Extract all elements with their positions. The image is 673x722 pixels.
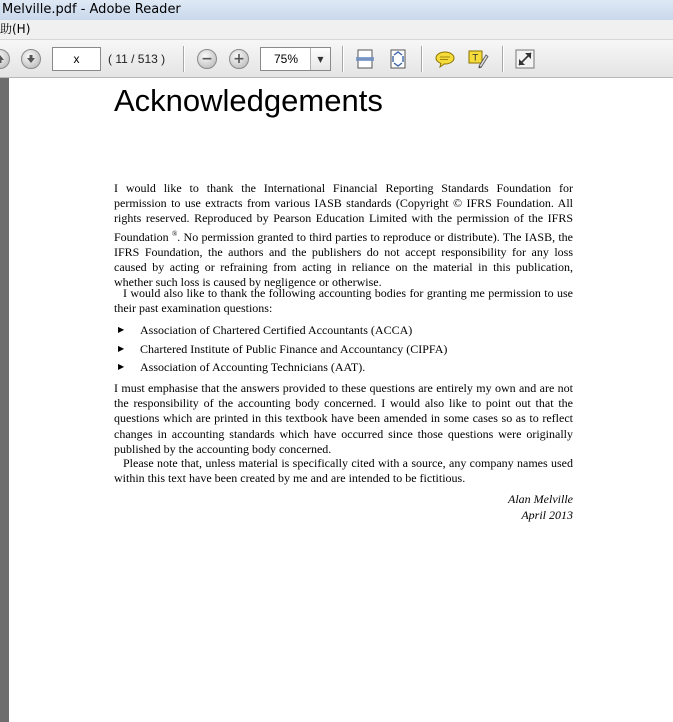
svg-text:T: T <box>472 53 478 64</box>
zoom-select[interactable] <box>260 47 331 71</box>
accounting-bodies-list <box>114 321 573 377</box>
document-page[interactable] <box>9 78 673 722</box>
menubar <box>0 20 673 40</box>
paragraph-text: I would like to thank the International Financial Reporting Standards Foundation for permission to use extracts from various IASB standards (Copyright © IFRS Foundation. All rights reserved. Reproduced by Pearson Education Limited with the permission of the IFRS Foundation <box>114 181 573 244</box>
highlight-text-button[interactable] <box>466 47 490 71</box>
plus-icon: + <box>229 49 249 69</box>
bullet-icon: ▶ <box>118 362 125 371</box>
comment-icon <box>434 48 456 70</box>
arrow-down-icon <box>21 49 41 69</box>
toolbar-separator <box>502 46 503 72</box>
zoom-in-button[interactable] <box>227 47 251 71</box>
menu-item-help[interactable]: 助(H) <box>0 22 31 36</box>
list-item <box>114 340 573 359</box>
zoom-value: 75% <box>273 52 299 66</box>
paragraph-thanks: I would also like to thank the following accounting bodies for granting me permission to use their past examination questions: <box>114 286 573 316</box>
list-item-text: Association of Chartered Certified Accountants (ACCA) <box>140 323 413 337</box>
scrolling-mode-button[interactable] <box>353 47 377 71</box>
bullet-icon: ▶ <box>118 343 125 353</box>
document-left-edge <box>0 78 9 722</box>
paragraph-fictitious: Please note that, unless material is specifically cited with a source, any company names used within this text have been created by me and are intended to be fictitious. <box>114 456 573 486</box>
arrow-up-icon <box>0 49 10 69</box>
toolbar <box>0 40 673 78</box>
fit-page-button[interactable] <box>386 47 410 71</box>
fit-width-icon <box>354 48 376 70</box>
expand-icon <box>514 48 536 70</box>
fit-page-icon <box>387 48 409 70</box>
list-item-text: Association of Accounting Technicians (AAT). <box>140 360 366 374</box>
previous-page-button[interactable] <box>0 47 12 71</box>
highlighter-icon <box>467 48 489 70</box>
toolbar-separator <box>183 46 184 72</box>
toolbar-separator <box>342 46 343 72</box>
signature <box>114 492 573 523</box>
paragraph-text: . No permission granted to third parties to reproduce or distribute). The IASB, the IFRS Foundation, the authors and the publishers do not accept responsibility for any loss caused by acting or refraining from acting in reliance on the material in this publication, whether such loss is caused by negligence or otherwise. <box>114 229 573 290</box>
paragraph-permissions <box>114 181 573 290</box>
signature-date: April 2013 <box>521 507 573 522</box>
window-titlebar <box>0 0 673 20</box>
toolbar-separator <box>421 46 422 72</box>
registered-mark: ® <box>171 229 178 238</box>
add-comment-button[interactable] <box>433 47 457 71</box>
next-page-button[interactable] <box>19 47 43 71</box>
chevron-down-icon[interactable]: ▼ <box>310 48 330 70</box>
minus-icon: − <box>197 49 217 69</box>
page-title: Acknowledgements <box>114 83 383 118</box>
bullet-icon: ▶ <box>118 325 125 334</box>
page-content <box>114 78 573 522</box>
list-item-text: Chartered Institute of Public Finance and Accountancy (CIPFA) <box>140 341 448 356</box>
page-number-input[interactable]: x <box>52 47 101 71</box>
paragraph-emphasis: I must emphasise that the answers provided to these questions are entirely my own and are not the responsibility of the accounting body concerned. I would also like to point out that the questions which are printed in this textbook have been amended in some cases so as to reflect changes in accounting standards which have occurred since those questions were originally published by the accounting body concerned. <box>114 381 573 456</box>
expand-button[interactable] <box>513 47 537 71</box>
list-item <box>114 321 573 340</box>
window-title: Melville.pdf - Adobe Reader <box>2 2 181 17</box>
page-count: ( 11 / 513 ) <box>108 52 166 66</box>
zoom-out-button[interactable] <box>195 47 219 71</box>
signature-name: Alan Melville <box>508 492 573 506</box>
list-item <box>114 358 573 377</box>
